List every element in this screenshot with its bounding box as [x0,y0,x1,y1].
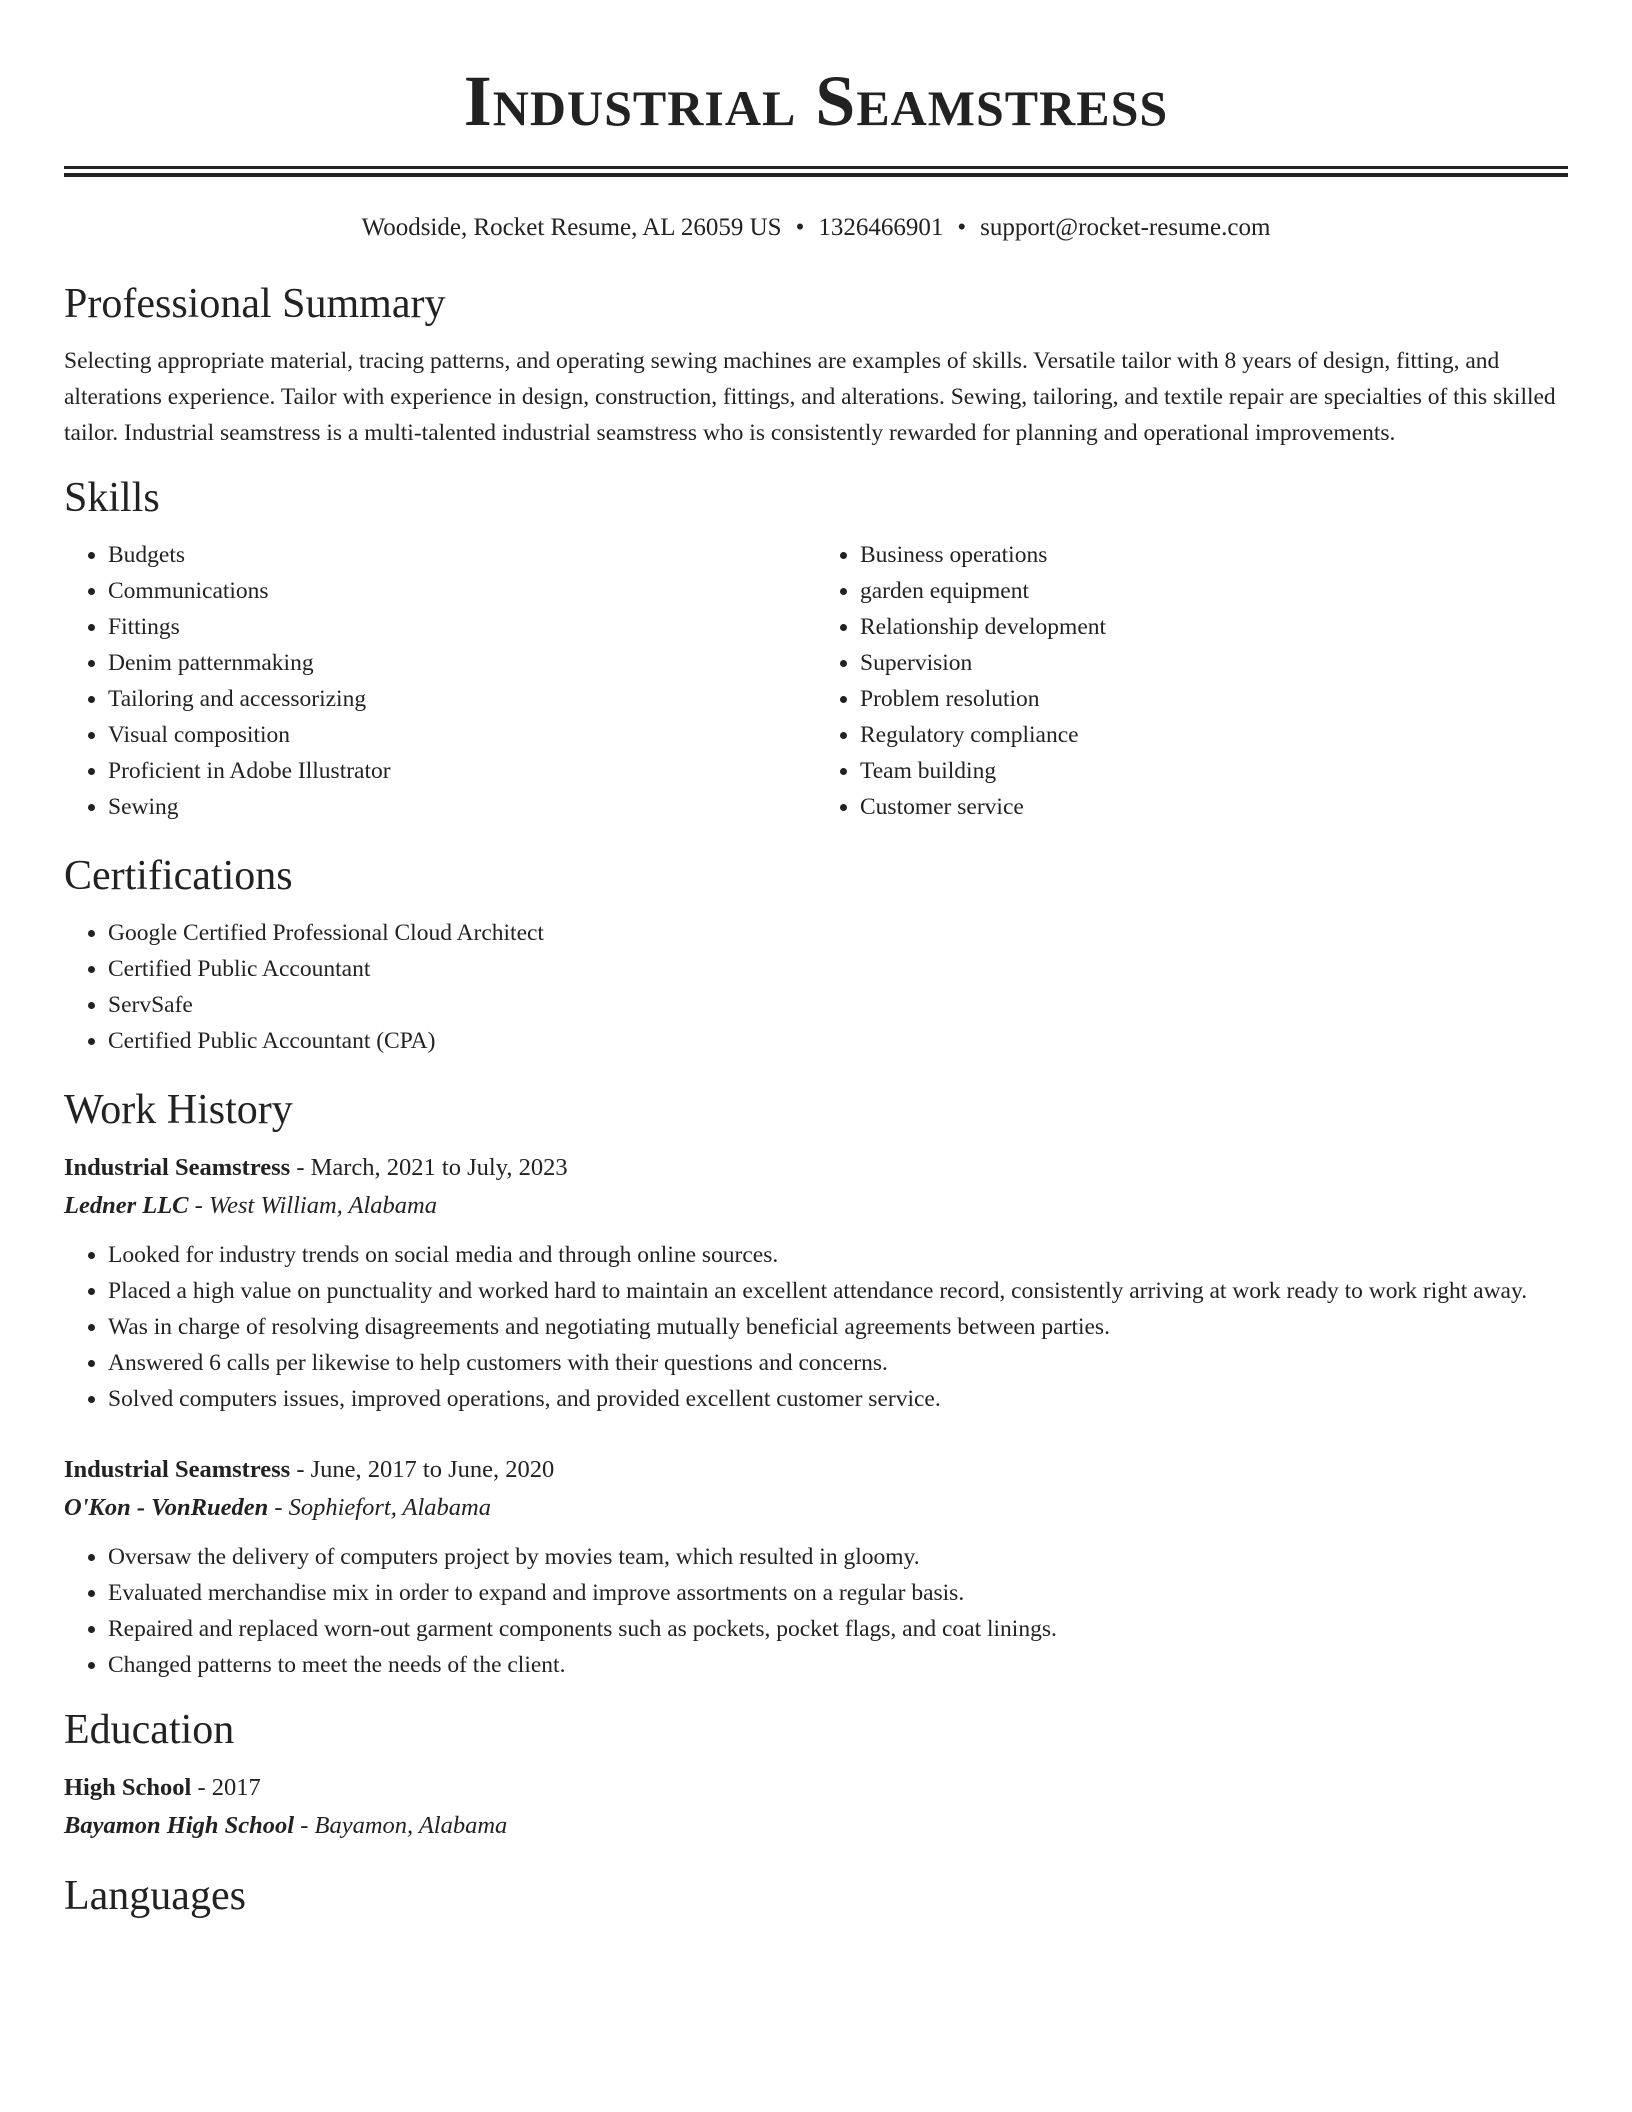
education-location: - Bayamon, Alabama [300,1812,508,1839]
education-school: Bayamon High School [64,1812,295,1839]
job-location: - Sophiefort, Alabama [274,1494,491,1521]
skill-item: • Relationship development [860,609,1568,645]
skills-heading: Skills [64,475,160,521]
work-history-section [64,1085,1568,1683]
skills-columns [64,537,1568,825]
job-title: Industrial Seamstress [64,1154,291,1181]
skill-item: • Customer service [860,789,1568,825]
contact-address: Woodside, Rocket Resume, AL 26059 US [361,214,782,241]
education-heading: Education [64,1707,235,1753]
languages-section [64,1871,1568,1921]
contact-email[interactable]: support@rocket-resume.com [980,214,1271,241]
certification-item: • Google Certified Professional Cloud Architect [108,915,1568,951]
skill-item: • Communications [108,573,816,609]
certification-item: • ServSafe [108,987,1568,1023]
job-entry [64,1149,1568,1417]
job-title-line [64,1149,1568,1187]
job-title-line [64,1451,1568,1489]
summary-section [64,279,1568,451]
skill-item: • Problem resolution [860,681,1568,717]
job-entry [64,1451,1568,1683]
job-employer-line [64,1489,1568,1527]
job-employer: Ledner LLC [64,1192,189,1219]
job-bullet: • Placed a high value on punctuality and worked hard to maintain an excellent attendance record, consistently arriving at work ready to work right away. [108,1273,1568,1309]
summary-heading: Professional Summary [64,281,446,327]
job-bullets [64,1539,1568,1683]
education-year: - 2017 [197,1774,261,1801]
skills-list-left [64,537,816,825]
job-bullet: • Repaired and replaced worn-out garment components such as pockets, pocket flags, and coat linings. [108,1611,1568,1647]
job-bullet: • Was in charge of resolving disagreements and negotiating mutually beneficial agreements between parties. [108,1309,1568,1345]
skill-item: • Visual composition [108,717,816,753]
education-school-line [64,1807,1568,1845]
contact-separator: • [795,214,805,241]
contact-phone: 1326466901 [818,214,944,241]
job-dates: - June, 2017 to June, 2020 [296,1456,555,1483]
skill-item: • Budgets [108,537,816,573]
skill-item: • Sewing [108,789,816,825]
job-bullets [64,1237,1568,1417]
contact-separator: • [957,214,967,241]
summary-text: Selecting appropriate material, tracing patterns, and operating sewing machines are examples of skills. Versatile tailor with 8 years of design, fitting, and alterations experience. Tailor with experience in design, construction, fittings, and alterations. Sewing, tailoring, and textile repair are specialties of this skilled tailor. Industrial seamstress is a multi-talented industrial seamstress who is consistently rewarded for planning and operational improvements. [64,348,1556,446]
skill-item: • Proficient in Adobe Illustrator [108,753,816,789]
certifications-heading: Certifications [64,853,293,899]
job-bullet: • Solved computers issues, improved operations, and provided excellent customer service. [108,1381,1568,1417]
certification-item: • Certified Public Accountant (CPA) [108,1023,1568,1059]
job-location: - West William, Alabama [194,1192,437,1219]
skills-section [64,473,1568,825]
skills-list-right [816,537,1568,825]
work-history-heading: Work History [64,1087,293,1133]
job-dates: - March, 2021 to July, 2023 [296,1154,568,1181]
contact-line [64,211,1568,245]
job-bullet: • Evaluated merchandise mix in order to expand and improve assortments on a regular basis. [108,1575,1568,1611]
education-degree-line [64,1769,1568,1807]
languages-heading: Languages [64,1873,246,1919]
job-title: Industrial Seamstress [64,1456,291,1483]
skill-item: • Business operations [860,537,1568,573]
job-bullet: • Looked for industry trends on social media and through online sources. [108,1237,1568,1273]
job-employer-line [64,1187,1568,1225]
skill-item: • garden equipment [860,573,1568,609]
job-bullet: • Changed patterns to meet the needs of the client. [108,1647,1568,1683]
certifications-section [64,851,1568,1059]
education-degree: High School [64,1774,192,1801]
title-rule-top [64,166,1568,169]
skill-item: • Team building [860,753,1568,789]
job-employer: O'Kon - VonRueden [64,1494,269,1521]
skill-item: • Regulatory compliance [860,717,1568,753]
certification-item: • Certified Public Accountant [108,951,1568,987]
job-bullet: • Answered 6 calls per likewise to help customers with their questions and concerns. [108,1345,1568,1381]
title-rule-bottom [64,173,1568,177]
skill-item: • Tailoring and accessorizing [108,681,816,717]
job-bullet: • Oversaw the delivery of computers project by movies team, which resulted in gloomy. [108,1539,1568,1575]
skill-item: • Supervision [860,645,1568,681]
skill-item: • Fittings [108,609,816,645]
skill-item: • Denim patternmaking [108,645,816,681]
education-section [64,1705,1568,1845]
resume-title: Industrial Seamstress [463,61,1169,141]
certifications-list [64,915,1568,1059]
